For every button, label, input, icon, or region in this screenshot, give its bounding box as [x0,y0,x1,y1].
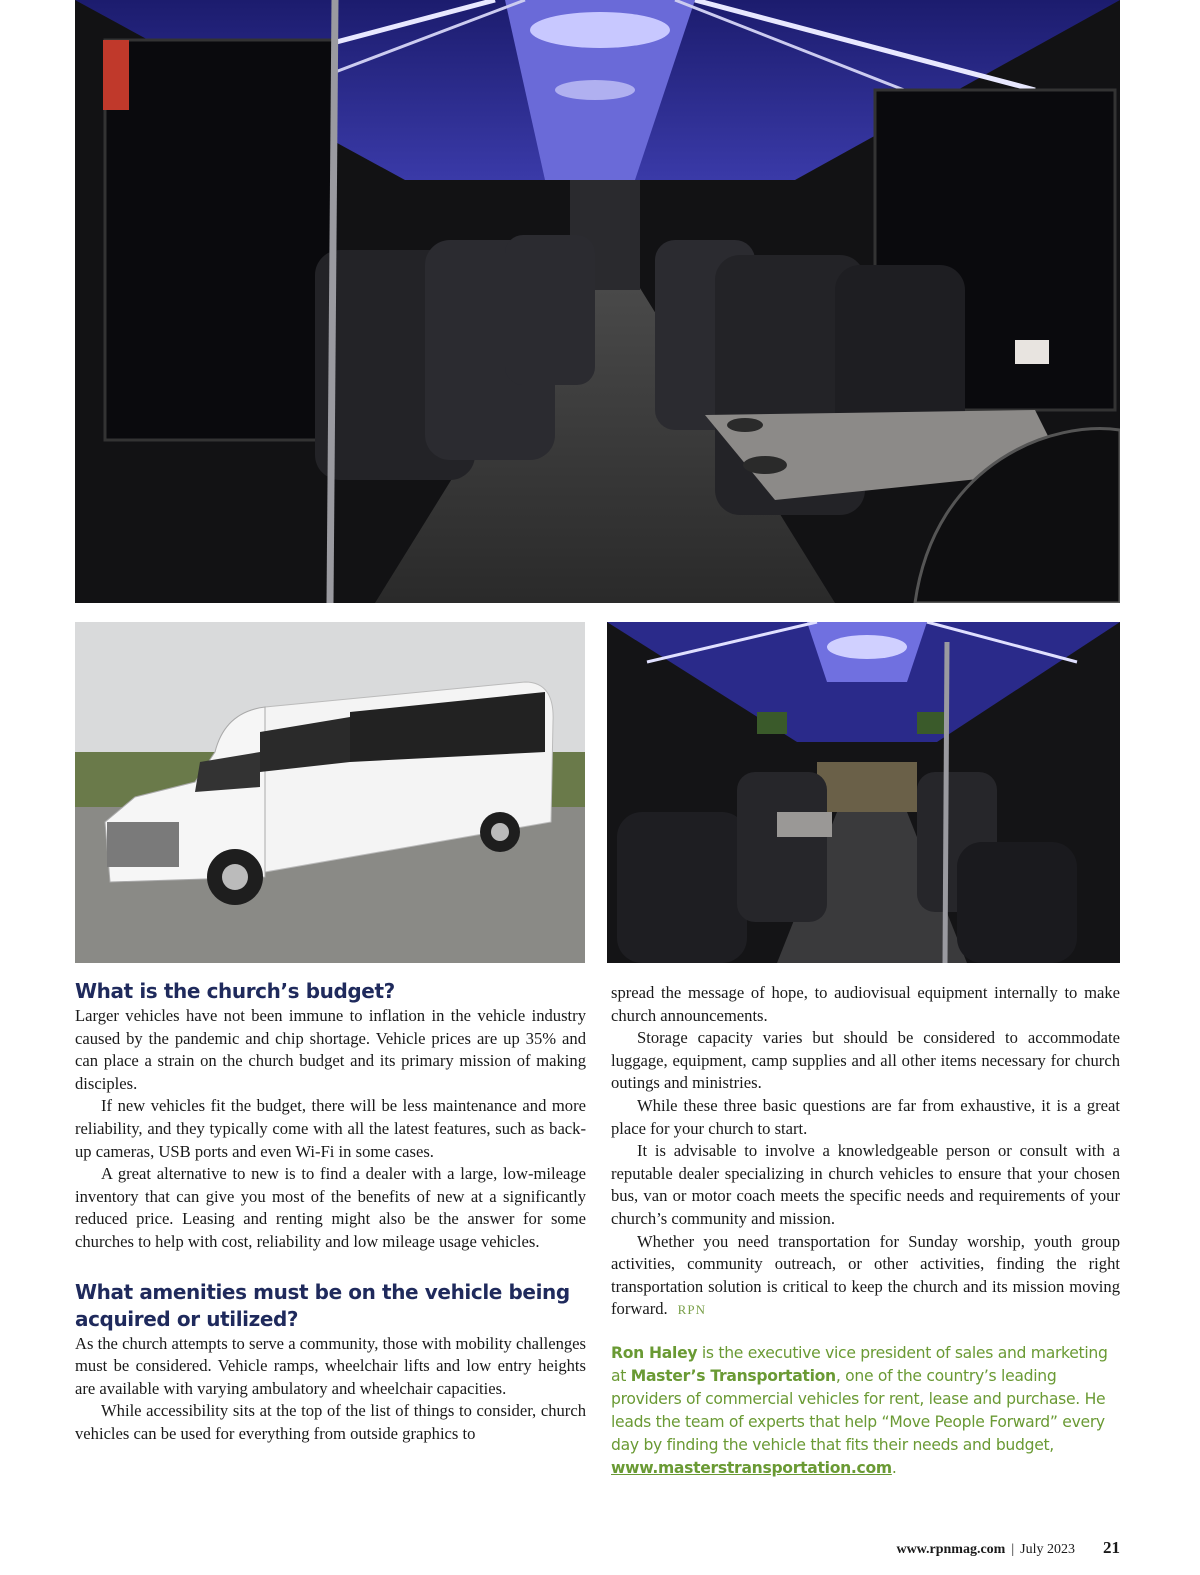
bus-interior-photo [75,0,1120,603]
page-footer [896,1538,1120,1558]
budget-paragraph-1: Larger vehicles have not been immune to inflation in the vehicle industry caused by the pandemic and chip shortage. Vehicle prices are up 35% and can place a strain on the church budget and its primary mission of making disciples. [75,1006,586,1093]
footer-separator: | [1011,1542,1015,1557]
company-name: Master’s Transportation [630,1366,836,1385]
footer-issue: July 2023 [1020,1542,1075,1557]
budget-paragraph-3: A great alternative to new is to find a dealer with a large, low-mileage inventory that can give you most of the benefits of new at a significantly reduced price. Leasing and renting might also be the answer for some churches to help with cost, reliability and low mileage usage vehicles. [75,1164,586,1251]
author-name: Ron Haley [611,1343,698,1362]
closing-text: Whether you need transportation for Sunday worship, youth group activities, community outreach, or other activities, finding the right transportation solution is critical to keep the church and its mission moving forward. [611,1231,1120,1319]
bio-text-3: . [891,1458,897,1477]
budget-heading: What is the church’s budget? [75,979,395,1003]
budget-paragraph-2: If new vehicles fit the budget, there will be less maintenance and more reliability, and they typically come with all the latest features, such as back-up cameras, USB ports and even Wi-Fi in some cases. [75,1096,586,1161]
bus-exterior-photo [75,622,585,963]
questions-paragraph: While these three basic questions are far from exhaustive, it is a great place for your church to start. [611,1095,1120,1138]
right-column [611,978,1120,1480]
amenities-paragraph-2: While accessibility sits at the top of the list of things to consider, church vehicles can be used for everything from outside graphics to [75,1401,586,1443]
amenities-heading: What amenities must be on the vehicle being acquired or utilized? [75,1279,570,1331]
closing-paragraph [611,1231,1120,1322]
amenities-paragraph-1: As the church attempts to serve a community, those with mobility challenges must be considered. Vehicle ramps, wheelchair lifts and low entry heights are available with varying ambulatory and wheelchair capacities. [75,1333,586,1398]
bio-text-2: , one of the country’s leading providers of commercial vehicles for rent, lease and purchase. He leads the team of experts that help “Move People Forward” every day by finding the vehicle that fits their needs and budget, [611,1366,1106,1454]
advice-paragraph: It is advisable to involve a knowledgeable person or consult with a reputable dealer specializing in church vehicles to ensure that your chosen bus, van or motor coach meets the specific needs and requirements of your church’s community and mission. [611,1141,1120,1228]
bio-text-1: is the executive vice president of sales and marketing at [611,1343,1108,1385]
continued-paragraph: spread the message of hope, to audiovisual equipment internally to make church announcements. [611,983,1120,1025]
footer-website[interactable]: www.rpnmag.com [896,1542,1006,1557]
bus-interior-rear-photo [607,622,1120,963]
page-number: 21 [1103,1538,1120,1557]
storage-paragraph: Storage capacity varies but should be considered to accommodate luggage, equipment, camp supplies and all other items necessary for church outings and ministries. [611,1028,1120,1093]
left-column [75,978,586,1446]
author-bio [611,1342,1120,1480]
company-link[interactable]: www.masterstransportation.com [611,1458,892,1477]
end-mark: RPN [677,1302,706,1318]
